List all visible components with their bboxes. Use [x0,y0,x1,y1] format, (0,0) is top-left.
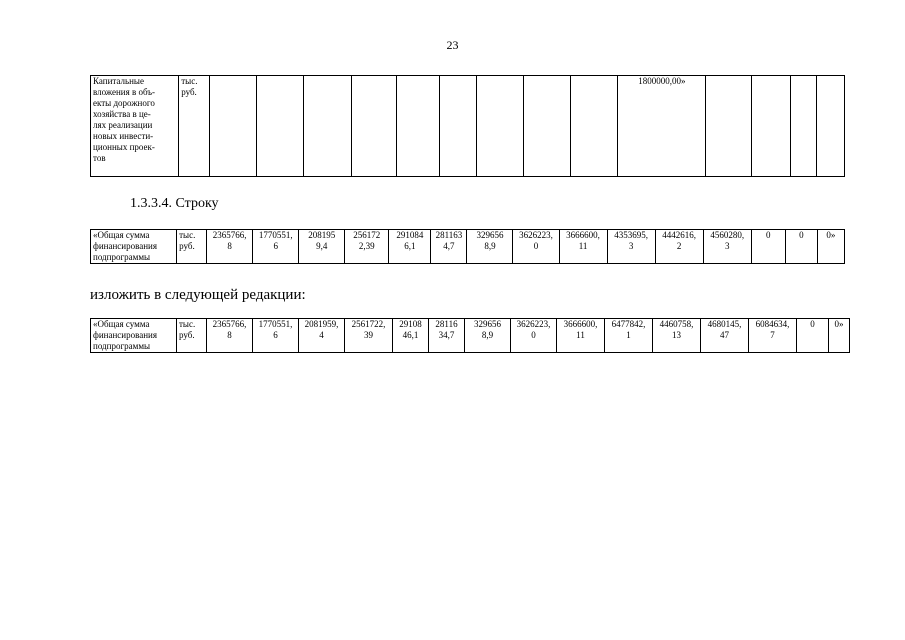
empty-cell [351,76,396,177]
value-cell: 4560280, 3 [703,230,751,264]
value-cell: 256172 2,39 [345,230,389,264]
value-cell: 6084634, 7 [749,319,797,353]
value-cell: 329656 8,9 [467,230,513,264]
unit-cell: тыс. руб. [177,319,207,353]
value-cell: 281163 4,7 [431,230,467,264]
value-cell: 3626223, 0 [511,319,557,353]
empty-cell [790,76,817,177]
value-cell: 0» [829,319,850,353]
row-label: «Общая сумма финансирования подпрограммы [91,319,177,353]
empty-cell [571,76,618,177]
value-cell: 4442616, 2 [655,230,703,264]
table-row [91,76,845,177]
value-cell: 0 [751,230,785,264]
value-cell: 4460758, 13 [653,319,701,353]
value-cell: 6477842, 1 [605,319,653,353]
table-row [91,319,850,353]
empty-cell [706,76,751,177]
value-cell: 2561722, 39 [345,319,393,353]
table-row [91,230,845,264]
value-cell: 291084 6,1 [389,230,431,264]
value-cell: 0 [797,319,829,353]
empty-cell [257,76,304,177]
value-cell: 2365766, 8 [207,230,253,264]
old-financing-table [90,229,845,264]
row-label: «Общая сумма финансирования подпрограммы [91,230,177,264]
empty-cell [751,76,790,177]
value-cell: 329656 8,9 [465,319,511,353]
value-cell: 2365766, 8 [207,319,253,353]
empty-cell [396,76,439,177]
empty-cell [523,76,570,177]
unit-cell: тыс. руб. [177,230,207,264]
value-cell: 4353695, 3 [607,230,655,264]
value-cell: 3626223, 0 [513,230,559,264]
value-cell: 208195 9,4 [299,230,345,264]
value-cell: 0» [817,230,844,264]
value-cell: 0 [785,230,817,264]
value-cell: 1770551, 6 [253,319,299,353]
value-cell: 3666600, 11 [557,319,605,353]
value-cell: 29108 46,1 [393,319,429,353]
capital-investments-table [90,75,845,177]
empty-cell [817,76,845,177]
clause-heading: 1.3.3.4. Строку [130,196,219,211]
unit-cell: тыс. руб. [179,76,210,177]
value-cell: 4680145, 47 [701,319,749,353]
row-label: Капитальные вложения в объ- екты дорожного хозяйства в це- лях реализации новых инвести- ционных проек- тов [91,76,179,177]
empty-cell [476,76,523,177]
instruction-text: изложить в следующей редакции: [90,287,306,303]
page-number: 23 [446,38,459,52]
value-cell: 3666600, 11 [559,230,607,264]
value-cell: 1800000,00» [618,76,706,177]
new-financing-table [90,318,850,353]
value-cell: 1770551, 6 [253,230,299,264]
value-cell: 28116 34,7 [429,319,465,353]
empty-cell [304,76,351,177]
empty-cell [209,76,256,177]
value-cell: 2081959, 4 [299,319,345,353]
empty-cell [439,76,476,177]
